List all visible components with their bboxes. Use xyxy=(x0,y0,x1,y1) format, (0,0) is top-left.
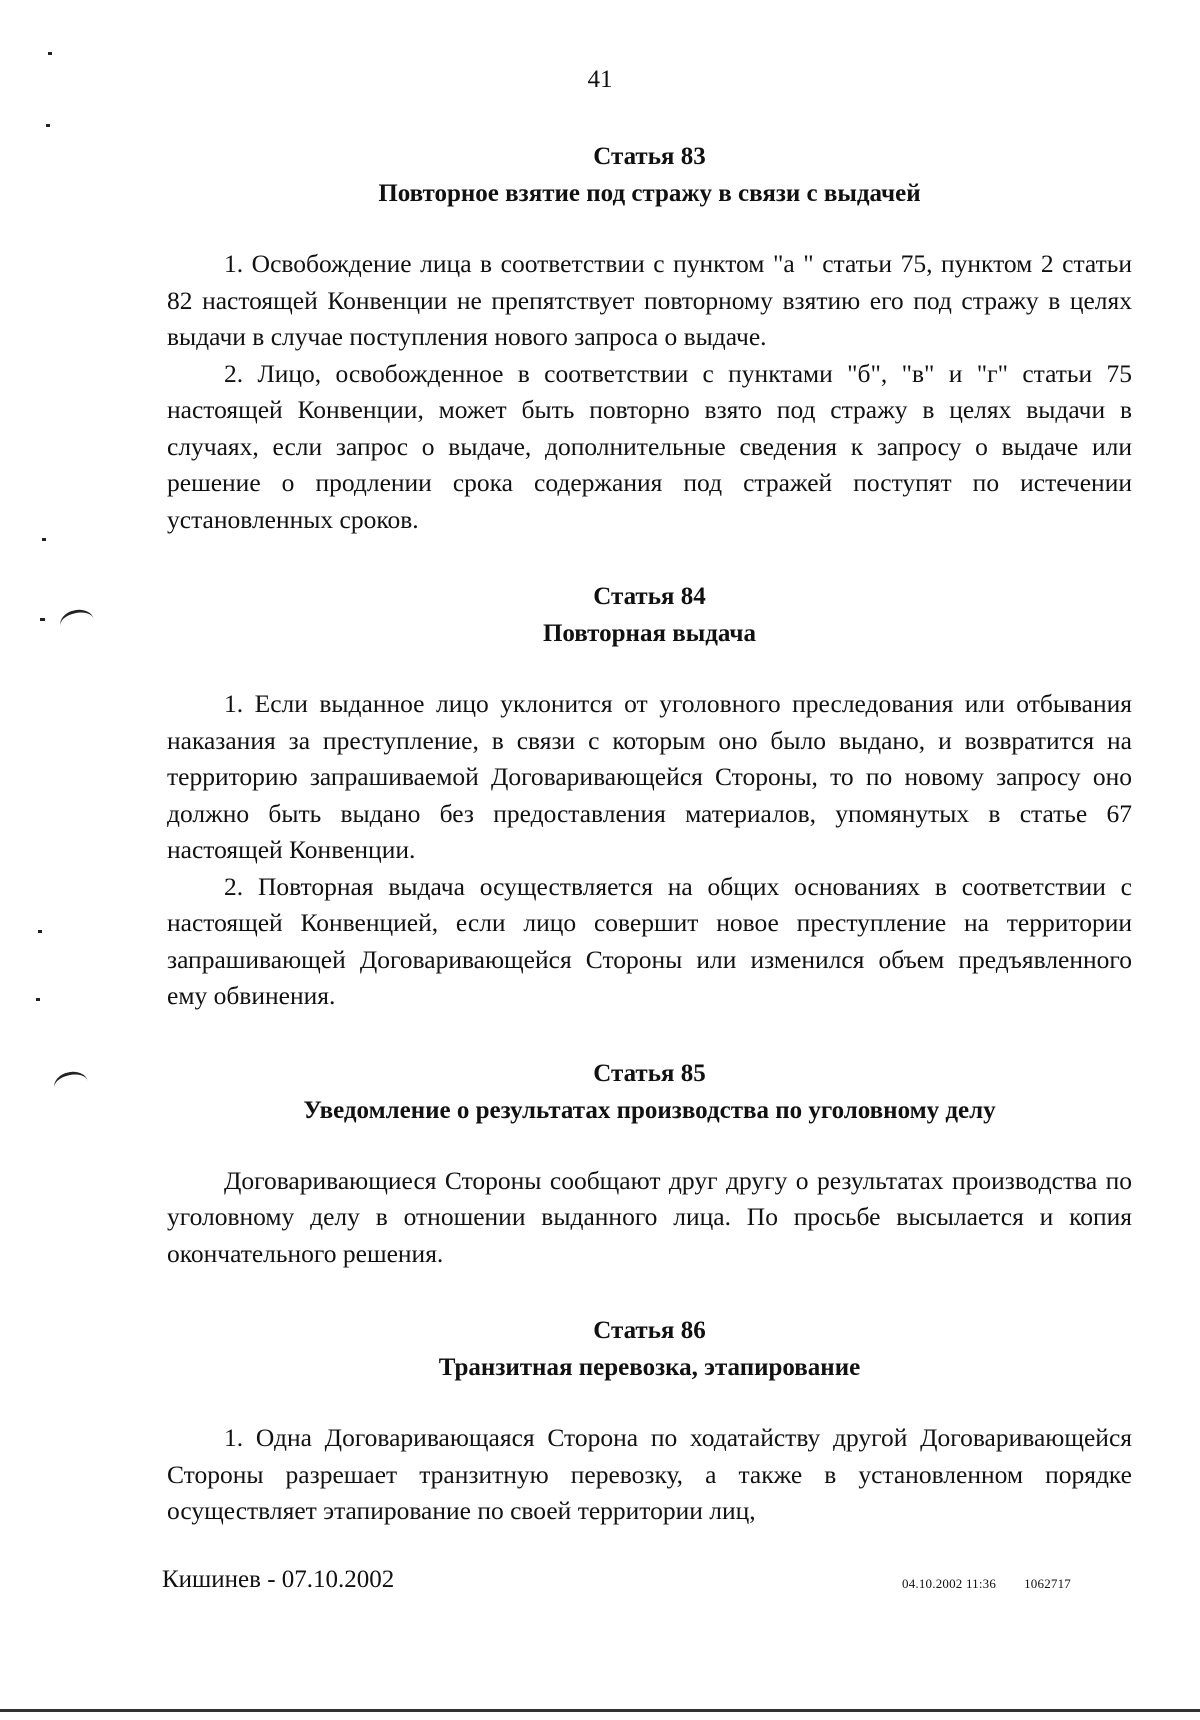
article-text xyxy=(167,686,1132,1015)
article-86 xyxy=(167,1312,1132,1530)
article-title: Уведомление о результатах производства по уголовному делу xyxy=(303,1096,996,1124)
scan-punch-hole-mark xyxy=(52,1069,90,1101)
article-text xyxy=(167,1163,1132,1273)
article-84 xyxy=(167,578,1132,1015)
fax-id: 1062717 xyxy=(1024,1576,1071,1591)
paragraph: 1. Если выданное лицо уклонится от уголовного преследования или отбывания наказания за преступление, в связи с которым оно было выдано, и возвратится на территорию запрашиваемой Договаривающейся Стороны, то по новому запросу оно должно быть выдано без предоставления материалов, упомянутых в статье 67 настоящей Конвенции. xyxy=(167,689,1132,864)
article-number: Статья 86 xyxy=(593,1317,706,1344)
page-number: 41 xyxy=(587,66,613,93)
paragraph: 1. Освобождение лица в соответствии с пунктом "а " статьи 75, пунктом 2 статьи 82 настоящей Конвенции не препятствует повторному взятию его под стражу в целях выдачи в случае поступления нового запроса о выдаче. xyxy=(167,249,1132,351)
article-85 xyxy=(167,1055,1132,1273)
article-number: Статья 85 xyxy=(593,1059,706,1087)
article-number: Статья 83 xyxy=(593,143,706,170)
fax-timestamp: 04.10.2002 11:36 xyxy=(902,1576,997,1591)
scan-speck xyxy=(36,998,40,1001)
article-text xyxy=(167,1420,1132,1530)
scan-edge-line xyxy=(0,1709,1200,1712)
fax-header xyxy=(902,1576,1071,1592)
scan-speck xyxy=(42,538,46,541)
document-body xyxy=(167,138,1132,1570)
article-title: Повторное взятие под стражу в связи с выдачей xyxy=(378,180,921,207)
footer-place-date: Кишинев - 07.10.2002 xyxy=(162,1566,395,1593)
paragraph: 2. Лицо, освобожденное в соответствии с пунктами "б", "в" и "г" статьи 75 настоящей Конвенции, может быть повторно взято под стражу в целях выдачи в случаях, если запрос о выдаче, дополнительные сведения к запросу о выдаче или решение о продлении срока содержания под стражей поступят по истечении установленных сроков. xyxy=(167,358,1132,534)
paragraph: Договаривающиеся Стороны сообщают друг другу о результатах производства по уголовному делу в отношении выданного лица. По просьбе высылается и копия окончательного решения. xyxy=(167,1165,1132,1268)
scan-speck xyxy=(46,124,50,127)
article-title: Повторная выдача xyxy=(542,620,756,647)
scan-punch-hole-mark xyxy=(58,607,96,639)
scan-speck xyxy=(38,930,42,933)
article-number: Статья 84 xyxy=(593,583,706,610)
article-title: Транзитная перевозка, этапирование xyxy=(438,1354,861,1381)
paragraph: 1. Одна Договаривающаяся Сторона по ходатайству другой Договаривающейся Стороны разрешает транзитную перевозку, а также в установленном порядке осуществляет этапирование по своей территории лиц, xyxy=(167,1423,1132,1525)
scan-speck xyxy=(40,618,45,621)
article-text xyxy=(167,246,1132,538)
scan-speck xyxy=(48,52,52,55)
paragraph: 2. Повторная выдача осуществляется на общих основаниях в соответствии с настоящей Конвенцией, если лицо совершит новое преступление на территории запрашивающей Договаривающейся Стороны или изменился объем предъявленного ему обвинения. xyxy=(167,871,1132,1010)
article-83 xyxy=(167,138,1132,538)
